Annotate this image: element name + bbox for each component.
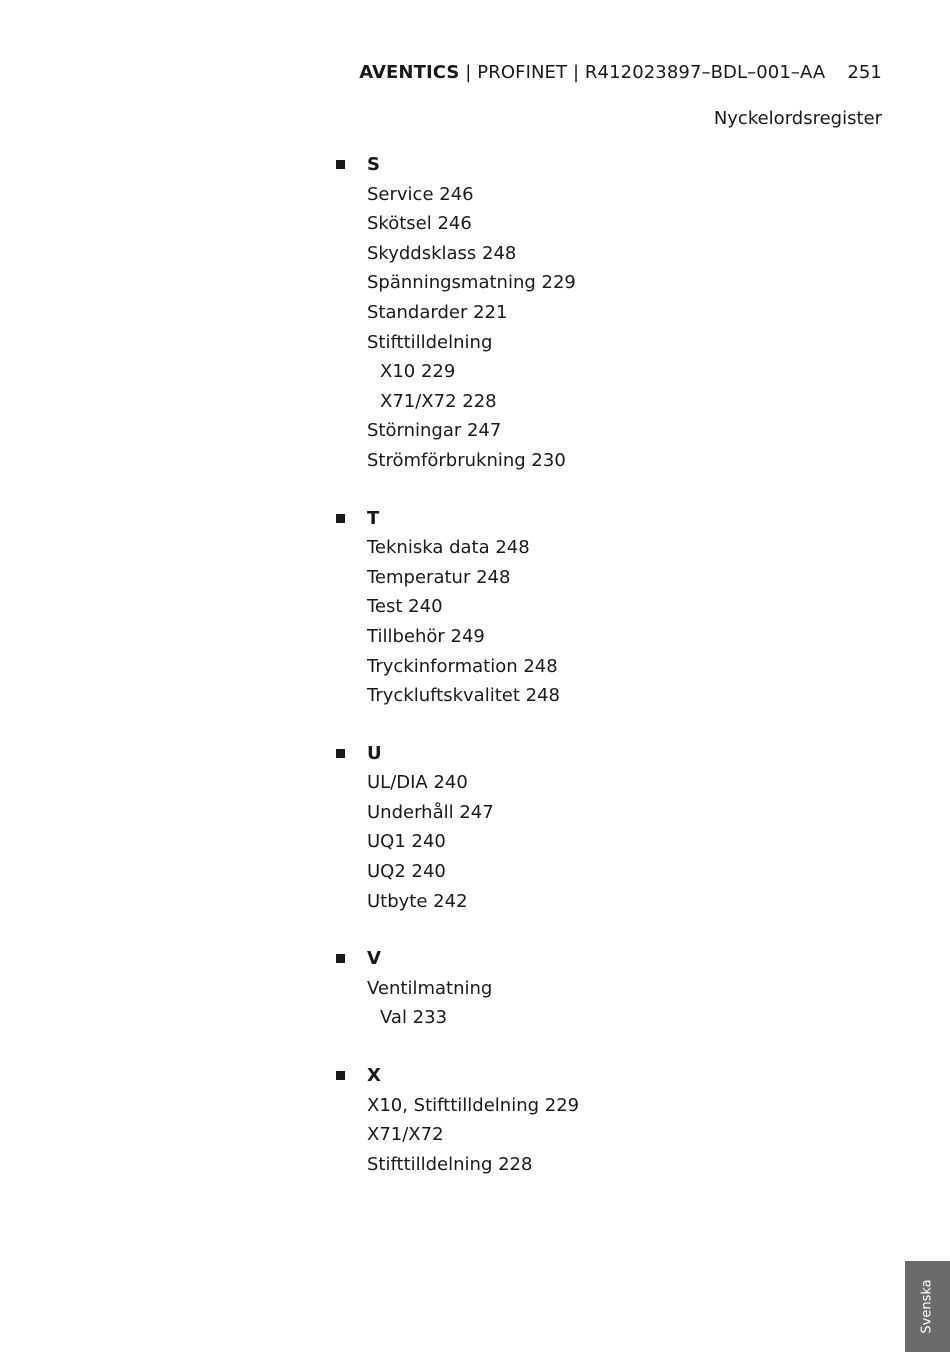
index-entry: Skötsel 246	[367, 213, 472, 235]
section-heading	[336, 1061, 756, 1091]
index-entry: Stifttilldelning	[367, 331, 493, 353]
index-entry: Spänningsmatning 229	[367, 272, 576, 294]
index-entry: Tryckluftskvalitet 248	[367, 685, 560, 707]
index-entry: Ventilmatning	[367, 977, 493, 999]
square-bullet-icon	[336, 954, 345, 963]
section-letter: T	[367, 507, 380, 529]
index-entry: Standarder 221	[367, 301, 508, 323]
index-entry: Test 240	[367, 596, 443, 618]
section-letter: X	[367, 1065, 381, 1087]
square-bullet-icon	[336, 514, 345, 523]
page-header	[359, 62, 882, 83]
section-letter: V	[367, 948, 381, 970]
section-heading	[336, 150, 756, 180]
index-entry: Skyddsklass 248	[367, 242, 517, 264]
index-entry: Utbyte 242	[367, 890, 468, 912]
index-entry: Stifttilldelning 228	[367, 1153, 533, 1175]
square-bullet-icon	[336, 1071, 345, 1080]
index-entry: Tillbehör 249	[367, 625, 485, 647]
index-entry: X71/X72	[367, 1124, 444, 1146]
index-entry: X10, Stifttilldelning 229	[367, 1094, 580, 1116]
index-entry: Tekniska data 248	[367, 537, 530, 559]
keyword-index	[336, 150, 756, 1207]
index-entry: UL/DIA 240	[367, 772, 468, 794]
language-tab-label: Svenska	[920, 1279, 936, 1334]
index-entry: Störningar 247	[367, 420, 502, 442]
index-entry: Service 246	[367, 183, 474, 205]
index-section-u	[336, 739, 756, 917]
language-tab	[905, 1261, 950, 1352]
section-heading	[336, 739, 756, 769]
section-heading	[336, 504, 756, 534]
index-entry: Strömförbrukning 230	[367, 449, 566, 471]
index-entry: UQ1 240	[367, 831, 446, 853]
document-id: | PROFINET | R412023897–BDL–001–AA	[459, 62, 826, 83]
index-entry: Tryckinformation 248	[367, 655, 558, 677]
square-bullet-icon	[336, 749, 345, 758]
section-letter: U	[367, 742, 382, 764]
index-entry: Underhåll 247	[367, 801, 494, 823]
section-heading	[336, 944, 756, 974]
index-subentry: Val 233	[380, 1007, 448, 1029]
section-letter: S	[367, 154, 380, 175]
index-subentry: X10 229	[380, 361, 456, 383]
index-section-s	[336, 150, 756, 476]
square-bullet-icon	[336, 160, 345, 169]
index-section-t	[336, 504, 756, 711]
index-section-x	[336, 1061, 756, 1179]
brand-name: AVENTICS	[359, 62, 460, 83]
index-entry: Temperatur 248	[367, 566, 511, 588]
index-section-v	[336, 944, 756, 1033]
index-subentry: X71/X72 228	[380, 390, 497, 412]
index-entry: UQ2 240	[367, 861, 446, 883]
section-title: Nyckelordsregister	[713, 108, 882, 129]
page-number: 251	[847, 62, 882, 83]
